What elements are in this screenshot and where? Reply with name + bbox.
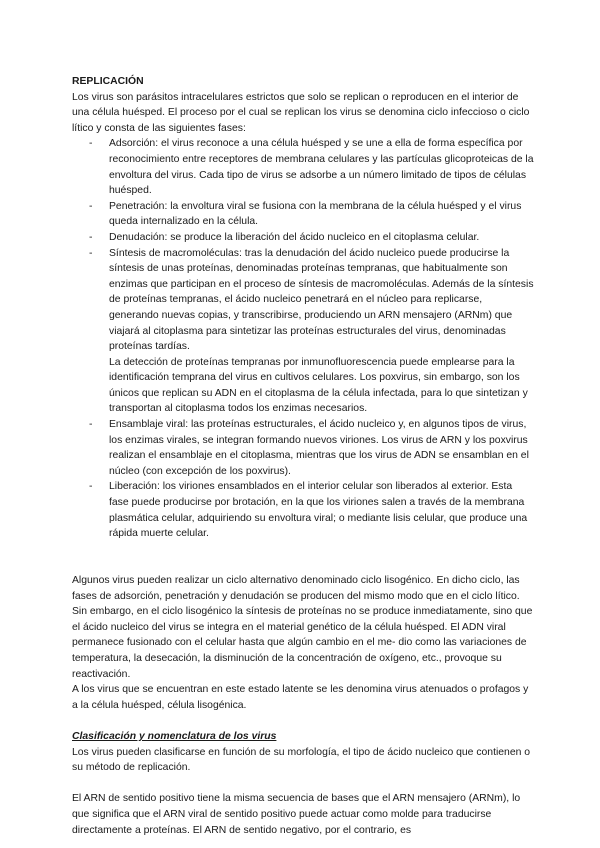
list-bullet: - bbox=[89, 247, 93, 259]
list-bullet: - bbox=[89, 481, 93, 493]
phase-text: Adsorción: el virus reconoce a una célula huésped y se une a ella de forma específica por reconocimiento entre receptores de membrana celulares y las partículas glicoproteicas de la envoltura del virus. Cada tipo de virus se adsorbe a un número limitado de tipos de células huésped. bbox=[109, 138, 534, 197]
phase-text: Denudación: se produce la liberación del ácido nucleico en el citoplasma celular. bbox=[109, 231, 480, 243]
phase-item-sintesis bbox=[72, 246, 534, 418]
latent-paragraph: A los virus que se encuentran en este estado latente se les denomina virus atenuados o profagos y a la célula huésped, célula lisogénica. bbox=[72, 684, 529, 711]
phase-item-liberacion bbox=[72, 479, 534, 541]
phase-text: Liberación: los viriones ensamblados en el interior celular son liberados al exterior. Esta fase puede producirse por brotación, en la que los viriones salen a través de la membrana plasmática celular, adquiriendo su envoltura viral; o mediante lisis celular, que produce una rápida muerte celular. bbox=[109, 481, 528, 540]
spacer bbox=[72, 542, 534, 558]
document-body bbox=[72, 74, 534, 838]
phase-item-denudacion bbox=[72, 230, 534, 246]
spacer bbox=[72, 713, 534, 729]
section-title-replicacion: REPLICACIÓN bbox=[72, 76, 144, 87]
list-bullet: - bbox=[89, 138, 93, 150]
phase-extra-paragraph: La detección de proteínas tempranas por inmunofluorescencia puede emplearse para la identificación temprana del virus en cultivos celulares. Los poxvirus, sin embargo, son los únicos que replican su ADN en el citoplasma de la célula infectada, para lo que sintetizan y transportan al citoplasma todos los enzimas necesarios. bbox=[109, 356, 528, 415]
rna-sense-paragraph: El ARN de sentido positivo tiene la misma secuencia de bases que el ARN mensajero (ARNm), lo que significa que el ARN viral de sentido positivo puede actuar como molde para traducirse directamente a proteínas. El ARN de sentido negativo, por el contrario, es bbox=[72, 793, 521, 836]
spacer bbox=[72, 776, 534, 792]
list-bullet: - bbox=[89, 419, 93, 431]
phase-text: Ensamblaje viral: las proteínas estructurales, el ácido nucleico y, en algunos tipos de virus, los enzimas virales, se integran formando nuevos viriones. Los virus de ARN y los poxvirus realizan el ensamblaje en el citoplasma, mientras que los virus de ADN se ensamblan en el núcleo (con excepción de los poxvirus). bbox=[109, 419, 529, 477]
phase-item-ensamblaje bbox=[72, 417, 534, 479]
phase-item-penetracion bbox=[72, 199, 534, 230]
list-bullet: - bbox=[89, 200, 93, 212]
spacer bbox=[72, 557, 534, 573]
intro-paragraph: Los virus son parásitos intracelulares estrictos que solo se replican o reproducen en el interior de una célula huésped. El proceso por el cual se replican los virus se denomina ciclo infeccioso o ciclo lítico y consta de las siguientes fases: bbox=[72, 91, 530, 134]
phase-item-adsorcion bbox=[72, 136, 534, 198]
section-title-clasificacion: Clasificación y nomenclatura de los virus bbox=[72, 730, 277, 742]
classification-paragraph: Los virus pueden clasificarse en función de su morfología, el tipo de ácido nucleico que contienen o su método de replicación. bbox=[72, 746, 531, 774]
phase-text: Síntesis de macromoléculas: tras la denudación del ácido nucleico puede producirse la síntesis de unas proteínas, denominadas proteínas tempranas, que habitualmente son enzimas que participan en el proceso de síntesis de macromoléculas. Además de la síntesis de proteínas tempranas, el ácido nucleico penetrará en el núcleo para replicarse, generando nuevas copias, y transcribirse, produciendo un ARN mensajero (ARNm) que viajará al citoplasma para sintetizar las proteínas estructurales del virus, denominadas proteínas tardías. bbox=[109, 247, 534, 353]
lysogenic-paragraph: Algunos virus pueden realizar un ciclo alternativo denominado ciclo lisogénico. En dicho ciclo, las fases de adsorción, penetración y denudación se producen del mismo modo que en el ciclo lítico. Sin embargo, en el ciclo lisogénico la síntesis de proteínas no se produce inmediatamente, sino que el ácido nucleico del virus se integra en el material genético de la célula huésped. El ADN viral permanece fusionado con el celular hasta que algún cambio en el me- dio como las variaciones de temperatura, la desecación, la disminución de la concentración de oxígeno, etc., provoque su reactivación. bbox=[72, 575, 533, 680]
phase-text: Penetración: la envoltura viral se fusiona con la membrana de la célula huésped y el virus queda internalizado en la célula. bbox=[109, 200, 522, 228]
list-bullet: - bbox=[89, 231, 93, 243]
phase-list bbox=[72, 136, 534, 541]
